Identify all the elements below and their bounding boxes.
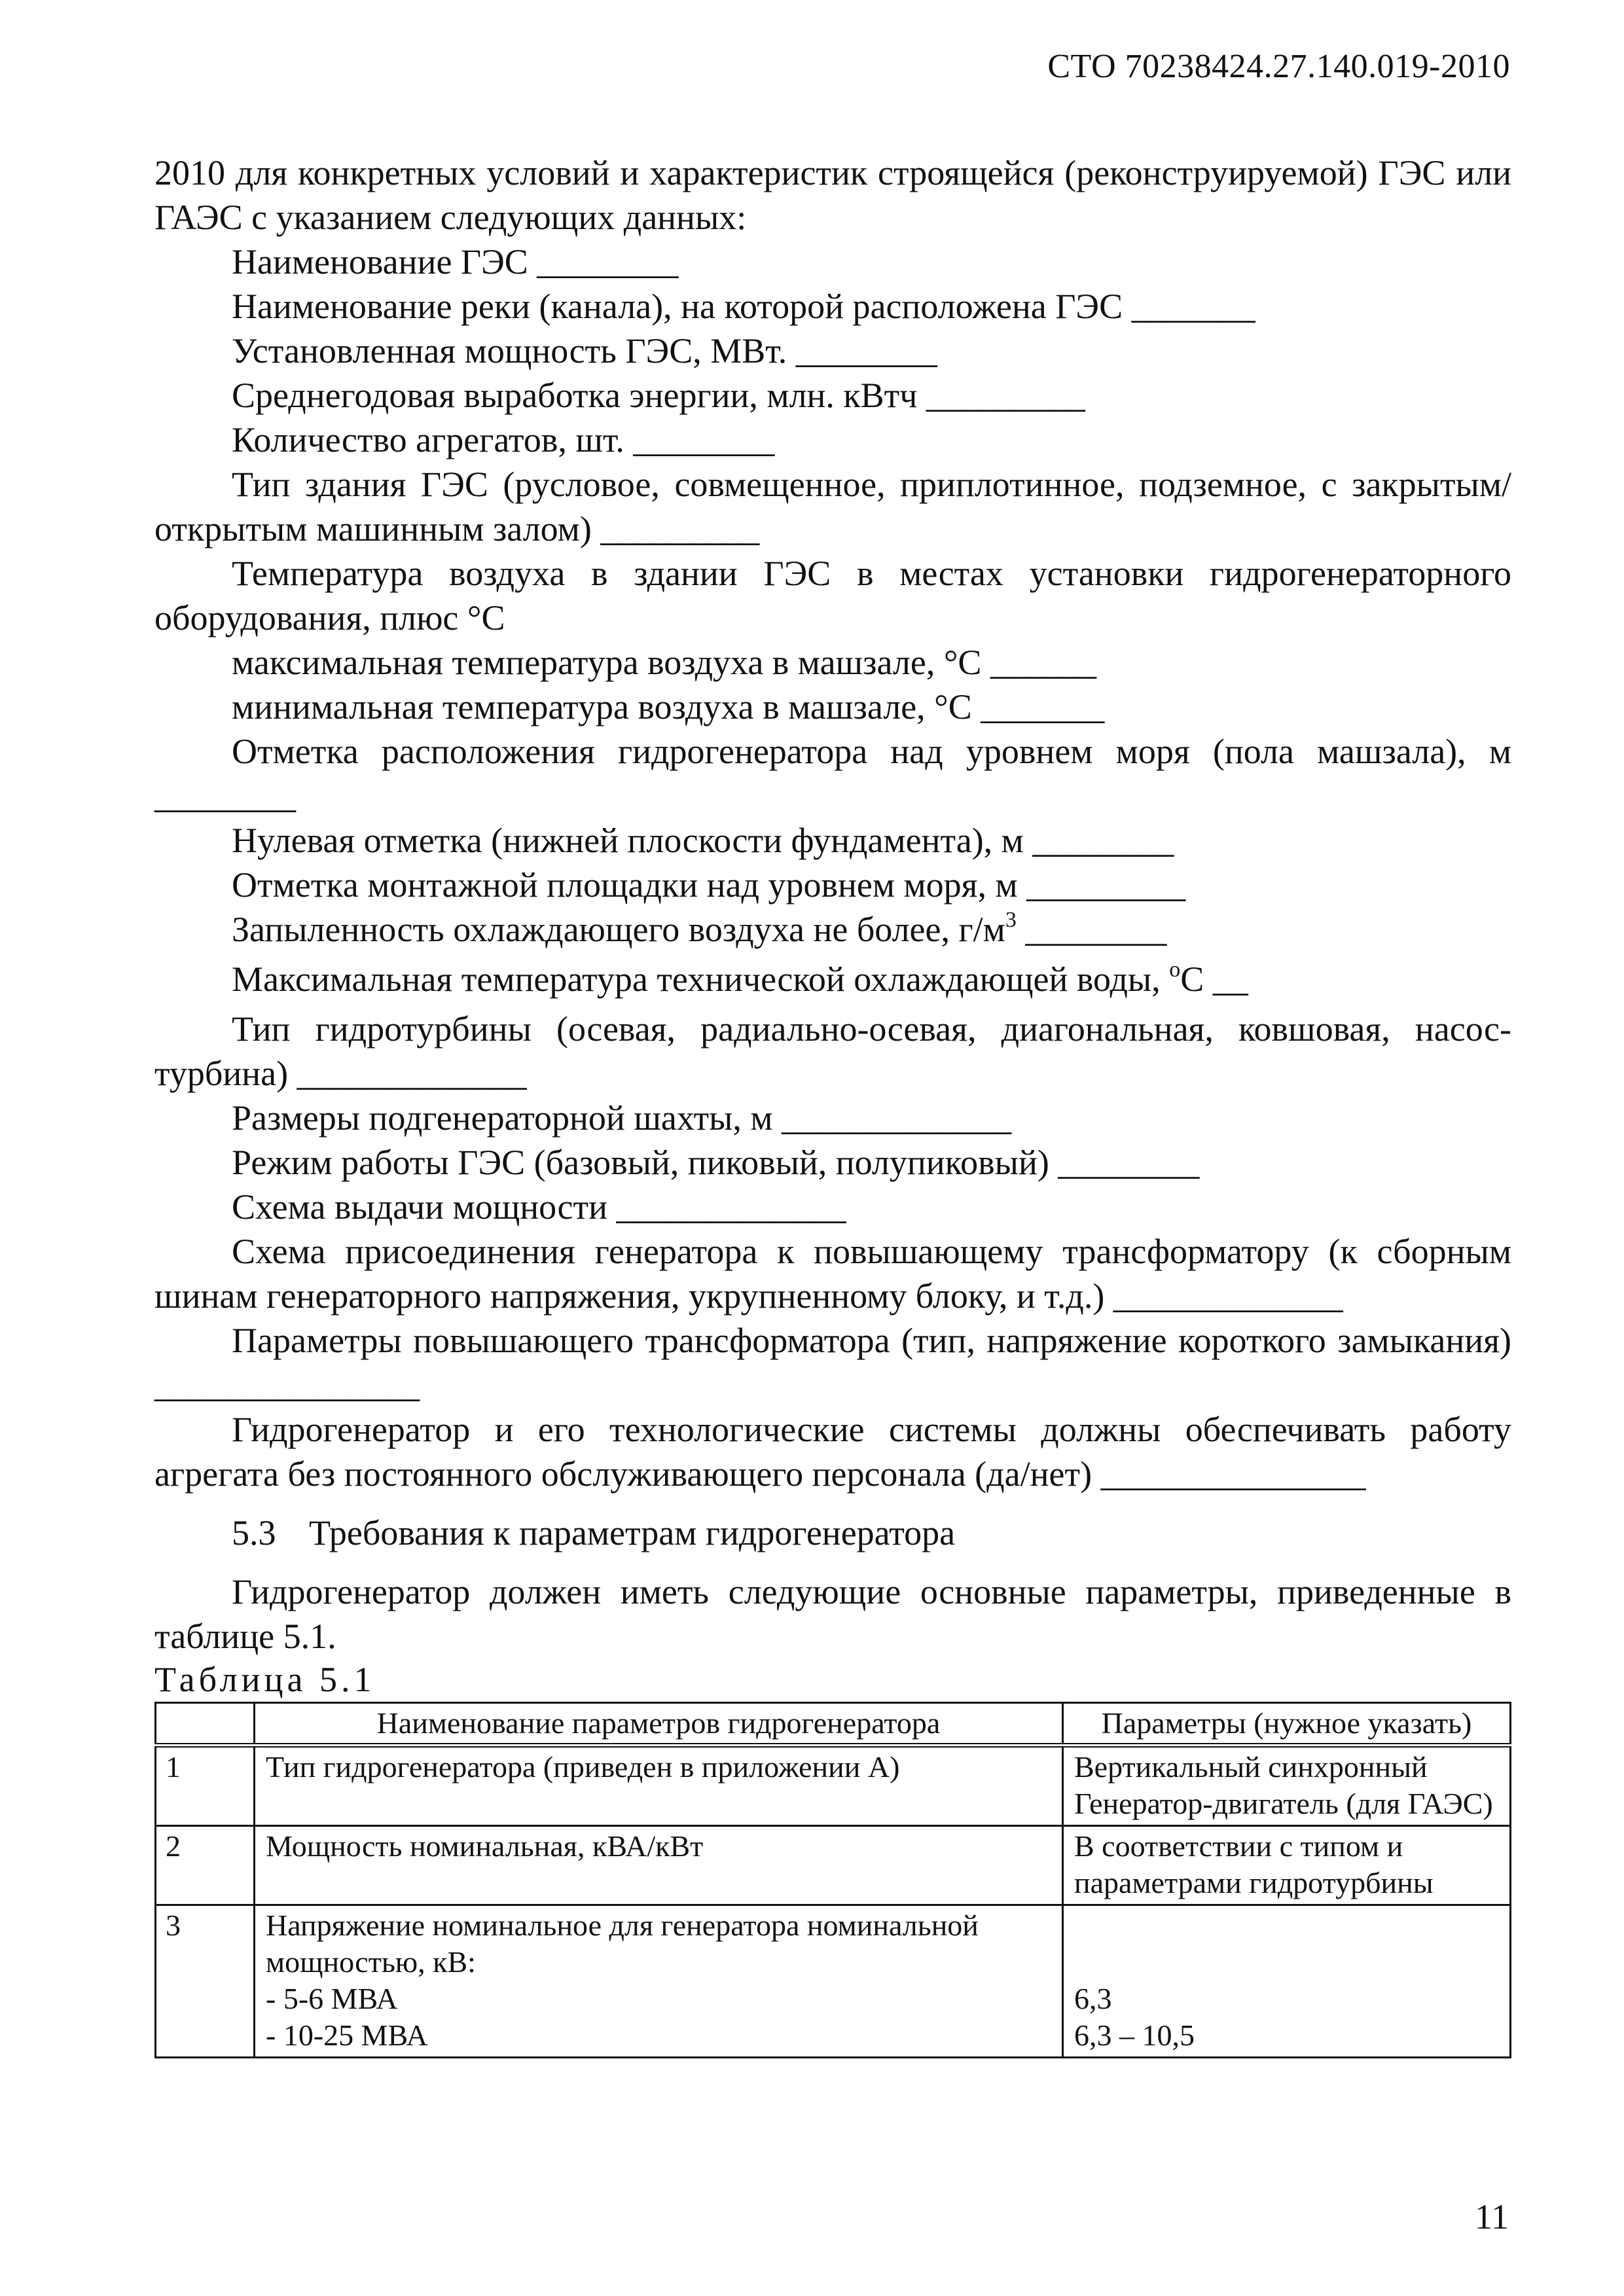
field-annual-output: Среднегодовая выработка энергии, млн. кВтч _________ <box>232 376 1085 415</box>
field-building-type: Тип здания ГЭС (русловое, совмещенное, приплотинное, подземное, с закрытым/открытым машинным залом) _________ <box>154 465 1511 548</box>
section-paragraph: Гидрогенератор должен иметь следующие основные параметры, приведенные в таблице 5.1. <box>154 1572 1511 1656</box>
voltage-value-10-25: 6,3 – 10,5 <box>1074 2018 1195 2052</box>
field-water-temp <box>154 957 1511 1007</box>
dust-label: Запыленность охлаждающего воздуха не более, г/м <box>232 910 1005 949</box>
field-air-temperature: Температура воздуха в здании ГЭС в местах установки гидрогенераторного оборудования, плюс °С <box>154 554 1511 637</box>
header-parameter-value: Параметры (нужное указать) <box>1063 1703 1511 1746</box>
field-air-dust <box>154 907 1511 957</box>
field-turbine-type: Тип гидротурбины (осевая, радиально-осевая, диагональная, ковшовая, насос-турбина) _____________ <box>154 1009 1511 1093</box>
section-heading <box>154 1511 1511 1555</box>
value-spacer <box>1074 1944 1499 1981</box>
table-row <box>156 1826 1511 1905</box>
row-parameter-name: Тип гидрогенератора (приведен в приложении А) <box>255 1746 1063 1826</box>
document-code-header: СТО 70238424.27.140.019-2010 <box>1047 48 1510 85</box>
page-content <box>154 151 1511 2058</box>
field-zero-mark: Нулевая отметка (нижней плоскости фундамента), м ________ <box>232 821 1174 860</box>
dust-unit-superscript: 3 <box>1005 908 1017 932</box>
row-number: 3 <box>156 1905 255 2058</box>
table-row <box>156 1905 1511 2058</box>
degree-superscript: о <box>1169 958 1181 982</box>
field-generator-elevation: Отметка расположения гидрогенератора над уровнем моря (пола машзала), м ________ <box>154 732 1511 816</box>
table-header-row <box>156 1703 1511 1746</box>
row-parameter-name: Мощность номинальная, кВА/кВт <box>255 1826 1063 1905</box>
table-row <box>156 1746 1511 1826</box>
value-spacer <box>1074 1907 1499 1944</box>
field-unattended-operation: Гидрогенератор и его технологические системы должны обеспечивать работу агрегата без постоянного обслуживающего персонала (да/нет) _______________ <box>154 1410 1511 1494</box>
page-number: 11 <box>1475 2197 1509 2236</box>
row-parameter-name <box>255 1905 1063 2058</box>
field-river-name: Наименование реки (канала), на которой расположена ГЭС _______ <box>232 287 1255 326</box>
field-operation-mode: Режим работы ГЭС (базовый, пиковый, полупиковый) ________ <box>232 1143 1200 1182</box>
row-number: 2 <box>156 1826 255 1905</box>
section-title: Требования к параметрам гидрогенератора <box>309 1513 956 1552</box>
header-number <box>156 1703 255 1746</box>
voltage-label: Напряжение номинальное для генератора номинальной мощностью, кВ: <box>266 1909 979 1979</box>
field-power-output-scheme: Схема выдачи мощности _____________ <box>232 1187 846 1227</box>
field-connection-scheme: Схема присоединения генератора к повышающему трансформатору (к сборным шинам генераторного напряжения, укрупненному блоку, и т.д.) _____________ <box>154 1232 1511 1316</box>
row-parameter-value: В соответствии с типом и параметрами гидротурбины <box>1063 1826 1511 1905</box>
field-transformer-params: Параметры повышающего трансформатора (тип, напряжение короткого замыкания) _______________ <box>154 1321 1511 1405</box>
parameters-table <box>154 1702 1511 2058</box>
field-min-air-temp: минимальная температура воздуха в машзале, °С _______ <box>232 687 1105 726</box>
voltage-option-10-25: - 10-25 МВА <box>266 2018 428 2052</box>
voltage-option-5-6: - 5-6 МВА <box>266 1982 398 2015</box>
row-number: 1 <box>156 1746 255 1826</box>
water-temp-suffix: С __ <box>1180 960 1248 999</box>
dust-blank: ________ <box>1016 910 1167 949</box>
section-number: 5.3 <box>232 1513 276 1552</box>
field-shaft-size: Размеры подгенераторной шахты, м _____________ <box>232 1098 1012 1138</box>
header-parameter-name: Наименование параметров гидрогенератора <box>255 1703 1063 1746</box>
field-installed-power: Установленная мощность ГЭС, МВт. ________ <box>232 331 937 370</box>
voltage-value-5-6: 6,3 <box>1074 1982 1112 2015</box>
field-hes-name: Наименование ГЭС ________ <box>232 242 679 281</box>
row-parameter-value <box>1063 1905 1511 2058</box>
row-parameter-value: Вертикальный синхронный Генератор-двигатель (для ГАЭС) <box>1063 1746 1511 1826</box>
field-assembly-area-mark: Отметка монтажной площадки над уровнем моря, м _________ <box>232 865 1186 905</box>
water-temp-label: Максимальная температура технической охлаждающей воды, <box>232 960 1170 999</box>
field-max-air-temp: максимальная температура воздуха в машзале, °С ______ <box>232 643 1096 682</box>
intro-paragraph: 2010 для конкретных условий и характеристик строящейся (реконструируемой) ГЭС или ГАЭС с указанием следующих данных: <box>154 153 1511 237</box>
table-caption: Таблица 5.1 <box>154 1660 376 1699</box>
field-unit-count: Количество агрегатов, шт. ________ <box>232 420 775 459</box>
